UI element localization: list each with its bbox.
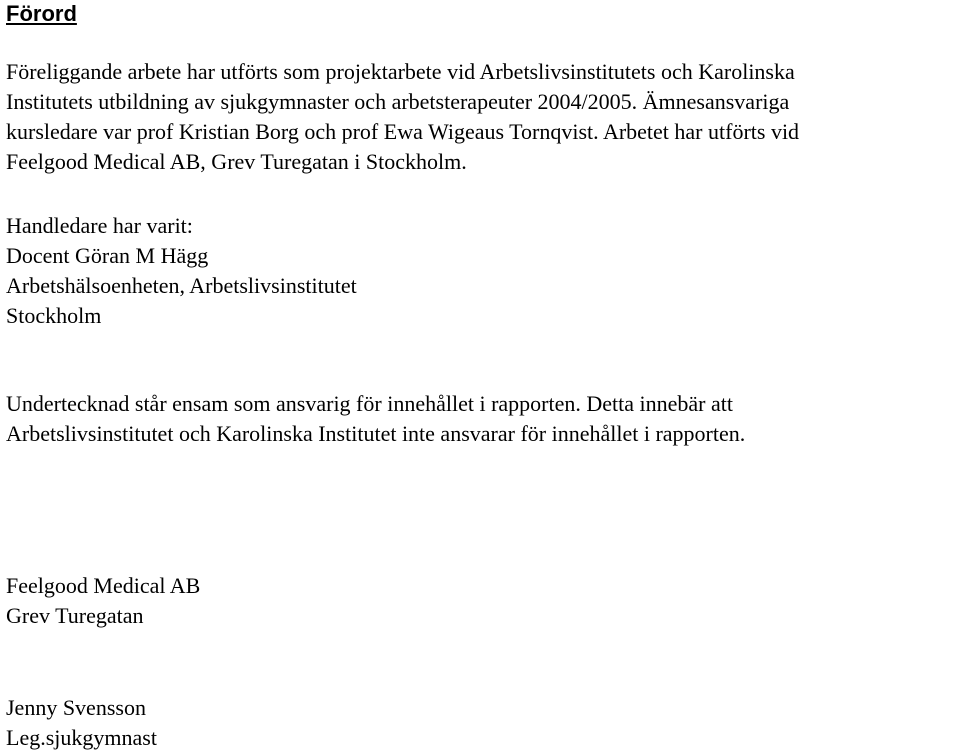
document-page — [6, 0, 956, 754]
intro-line: Feelgood Medical AB, Grev Turegatan i Stockholm. — [6, 149, 467, 174]
supervisor-block — [6, 211, 357, 331]
author-title: Leg.sjukgymnast — [6, 725, 157, 750]
disclaimer-paragraph — [6, 389, 745, 449]
supervisor-name: Docent Göran M Hägg — [6, 243, 209, 268]
intro-line: Institutets utbildning av sjukgymnaster och arbetsterapeuter 2004/2005. Ämnesansvariga — [6, 89, 790, 114]
disclaimer-line: Arbetslivsinstitutet och Karolinska Institutet inte ansvarar för innehållet i rapporten. — [6, 421, 746, 446]
disclaimer-line: Undertecknad står ensam som ansvarig för innehållet i rapporten. Detta innebär att — [6, 391, 733, 416]
company-address — [6, 571, 200, 631]
author-name: Jenny Svensson — [6, 695, 146, 720]
supervisor-department: Arbetshälsoenheten, Arbetslivsinstitutet — [6, 273, 357, 298]
supervisor-city: Stockholm — [6, 303, 102, 328]
intro-line: Föreliggande arbete har utförts som projektarbete vid Arbetslivsinstitutets och Karolinska — [6, 59, 795, 84]
author-signature — [6, 693, 157, 753]
page-title: Förord — [6, 1, 77, 26]
intro-line: kursledare var prof Kristian Borg och prof Ewa Wigeaus Tornqvist. Arbetet har utförts vid — [6, 119, 800, 144]
supervisor-label: Handledare har varit: — [6, 213, 193, 238]
company-street: Grev Turegatan — [6, 603, 144, 628]
company-name: Feelgood Medical AB — [6, 573, 201, 598]
intro-paragraph — [6, 57, 799, 177]
